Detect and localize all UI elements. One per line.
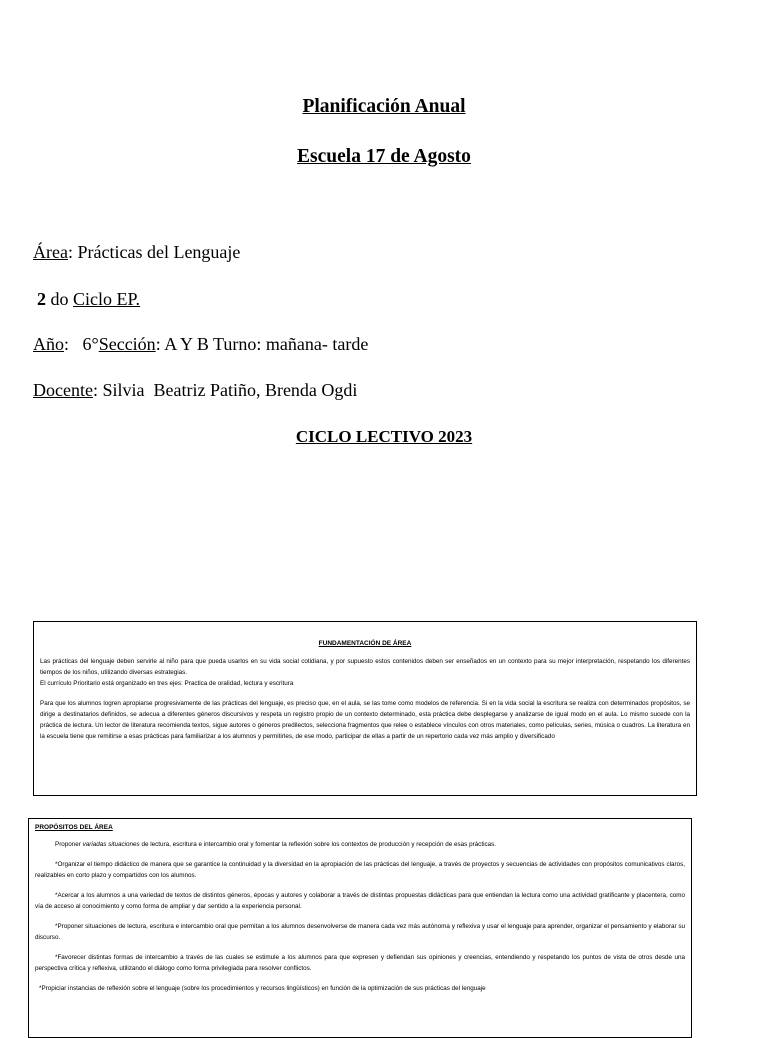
seccion-label: Sección	[98, 334, 156, 354]
proposito-item-6: *Propiciar instancias de reflexión sobre el lenguaje (sobre los procedimientos y recursos lingüísticos) en función de la optimización de sus prácticas del lenguaje	[39, 985, 486, 992]
propositos-title: PROPÓSITOS DEL ÁREA	[35, 824, 113, 831]
area-value: : Prácticas del Lenguaje	[67, 242, 241, 262]
propositos-box	[28, 818, 692, 1038]
area-label: Área	[33, 242, 68, 262]
docente-line	[33, 380, 357, 401]
fundamentacion-title: FUNDAMENTACIÓN DE ÁREA	[318, 640, 412, 647]
proposito-item-2: *Organizar el tiempo didáctico de manera que se garantice la continuidad y la diversidad en la apropiación de las prácticas del lenguaje, a través de proyectos y secuencias de actividades con propósitos comunicativos claros, realizables en corto plazo y compartidos con los alumnos.	[35, 861, 685, 879]
proposito-item-3: *Acercar a los alumnos a una variedad de textos de distintos géneros, épocas y autores y colaborar a través de distintas propuestas didácticas para que entiendan la lectura como una actividad gratificante y placentera, como vía de acceso al conocimiento y como forma de ampliar y dar sentido a la experiencia personal.	[35, 892, 685, 910]
proposito-emphasis: variadas situaciones	[82, 841, 140, 848]
seccion-value: : A Y B Turno: mañana- tarde	[155, 334, 369, 354]
ciclo-lectivo-heading: CICLO LECTIVO 2023	[295, 427, 473, 446]
anio-line	[33, 334, 368, 355]
fundamentacion-box	[33, 621, 697, 796]
ciclo-label: Ciclo EP.	[73, 289, 141, 309]
docente-label: Docente	[33, 380, 93, 400]
ciclo-line	[37, 289, 140, 310]
anio-value: : 6°	[64, 334, 99, 354]
area-line	[33, 242, 240, 263]
fundamentacion-paragraph-2: El currículo Prioritario está organizado en tres ejes: Practica de oralidad, lectura y escritura	[40, 680, 294, 687]
proposito-item-1: Proponer variadas situaciones de lectura, escritura e intercambio oral y fomentar la reflexión sobre los contextos de producción y recepción de esas prácticas.	[55, 841, 497, 848]
fundamentacion-paragraph-3: Para que los alumnos logren apropiarse progresivamente de las prácticas del lenguaje, es preciso que, en el aula, se las tome como modelos de referencia. Si en la vida social la escritura se realiza con determinados propósitos, se dirige a destinatarios definidos, se adecua a diferentes géneros discursivos y respeta un registro propio de un contexto determinado, esta práctica debe desplegarse y analizarse de igual modo en el aula. Lo mismo sucede con la práctica de lectura. Un lector de literatura recomienda textos, sigue autores o géneros predilectos, selecciona fragmentos que relee o establece vínculos con otros materiales, como películas, series, música o cuadros. La literatura en la escuela tiene que remitirse a esas prácticas para familiarizar a los alumnos y permitirles, de ese modo, participar de ellas a partir de un repertorio cada vez más amplio y diversificado	[40, 700, 690, 740]
proposito-item-5: *Favorecer distintas formas de intercambio a través de las cuales se estimule a los alumnos para que expresen y defiendan sus opiniones y creencias, entendiendo y respetando los puntos de vista de otros desde una perspectiva crítica y reflexiva, utilizando el diálogo como forma privilegiada para resolver conflictos.	[35, 954, 685, 972]
anio-label: Año	[33, 334, 64, 354]
fundamentacion-paragraph-1: Las prácticas del lenguaje deben servirle al niño para que pueda usarlos en su vida social cotidiana, y por supuesto estos contenidos deben ser enseñados en un contexto para su mejor interpretación, respetando los diferentes tiempos de los niños, utilizando diversas estrategias.	[40, 658, 690, 676]
document-title: Planificación Anual	[302, 96, 466, 117]
ciclo-number: 2	[37, 289, 46, 309]
proposito-item-4: *Proponer situaciones de lectura, escritura e intercambio oral que permitan a los alumnos desenvolverse de manera cada vez más autónoma y reflexiva y usar el lenguaje para aprender, organizar el pensamiento y elaborar su discurso.	[35, 923, 685, 941]
ciclo-mid: do	[46, 289, 73, 309]
school-name: Escuela 17 de Agosto	[297, 146, 471, 167]
docente-value: : Silvia Beatriz Patiño, Brenda Ogdi	[92, 380, 358, 400]
